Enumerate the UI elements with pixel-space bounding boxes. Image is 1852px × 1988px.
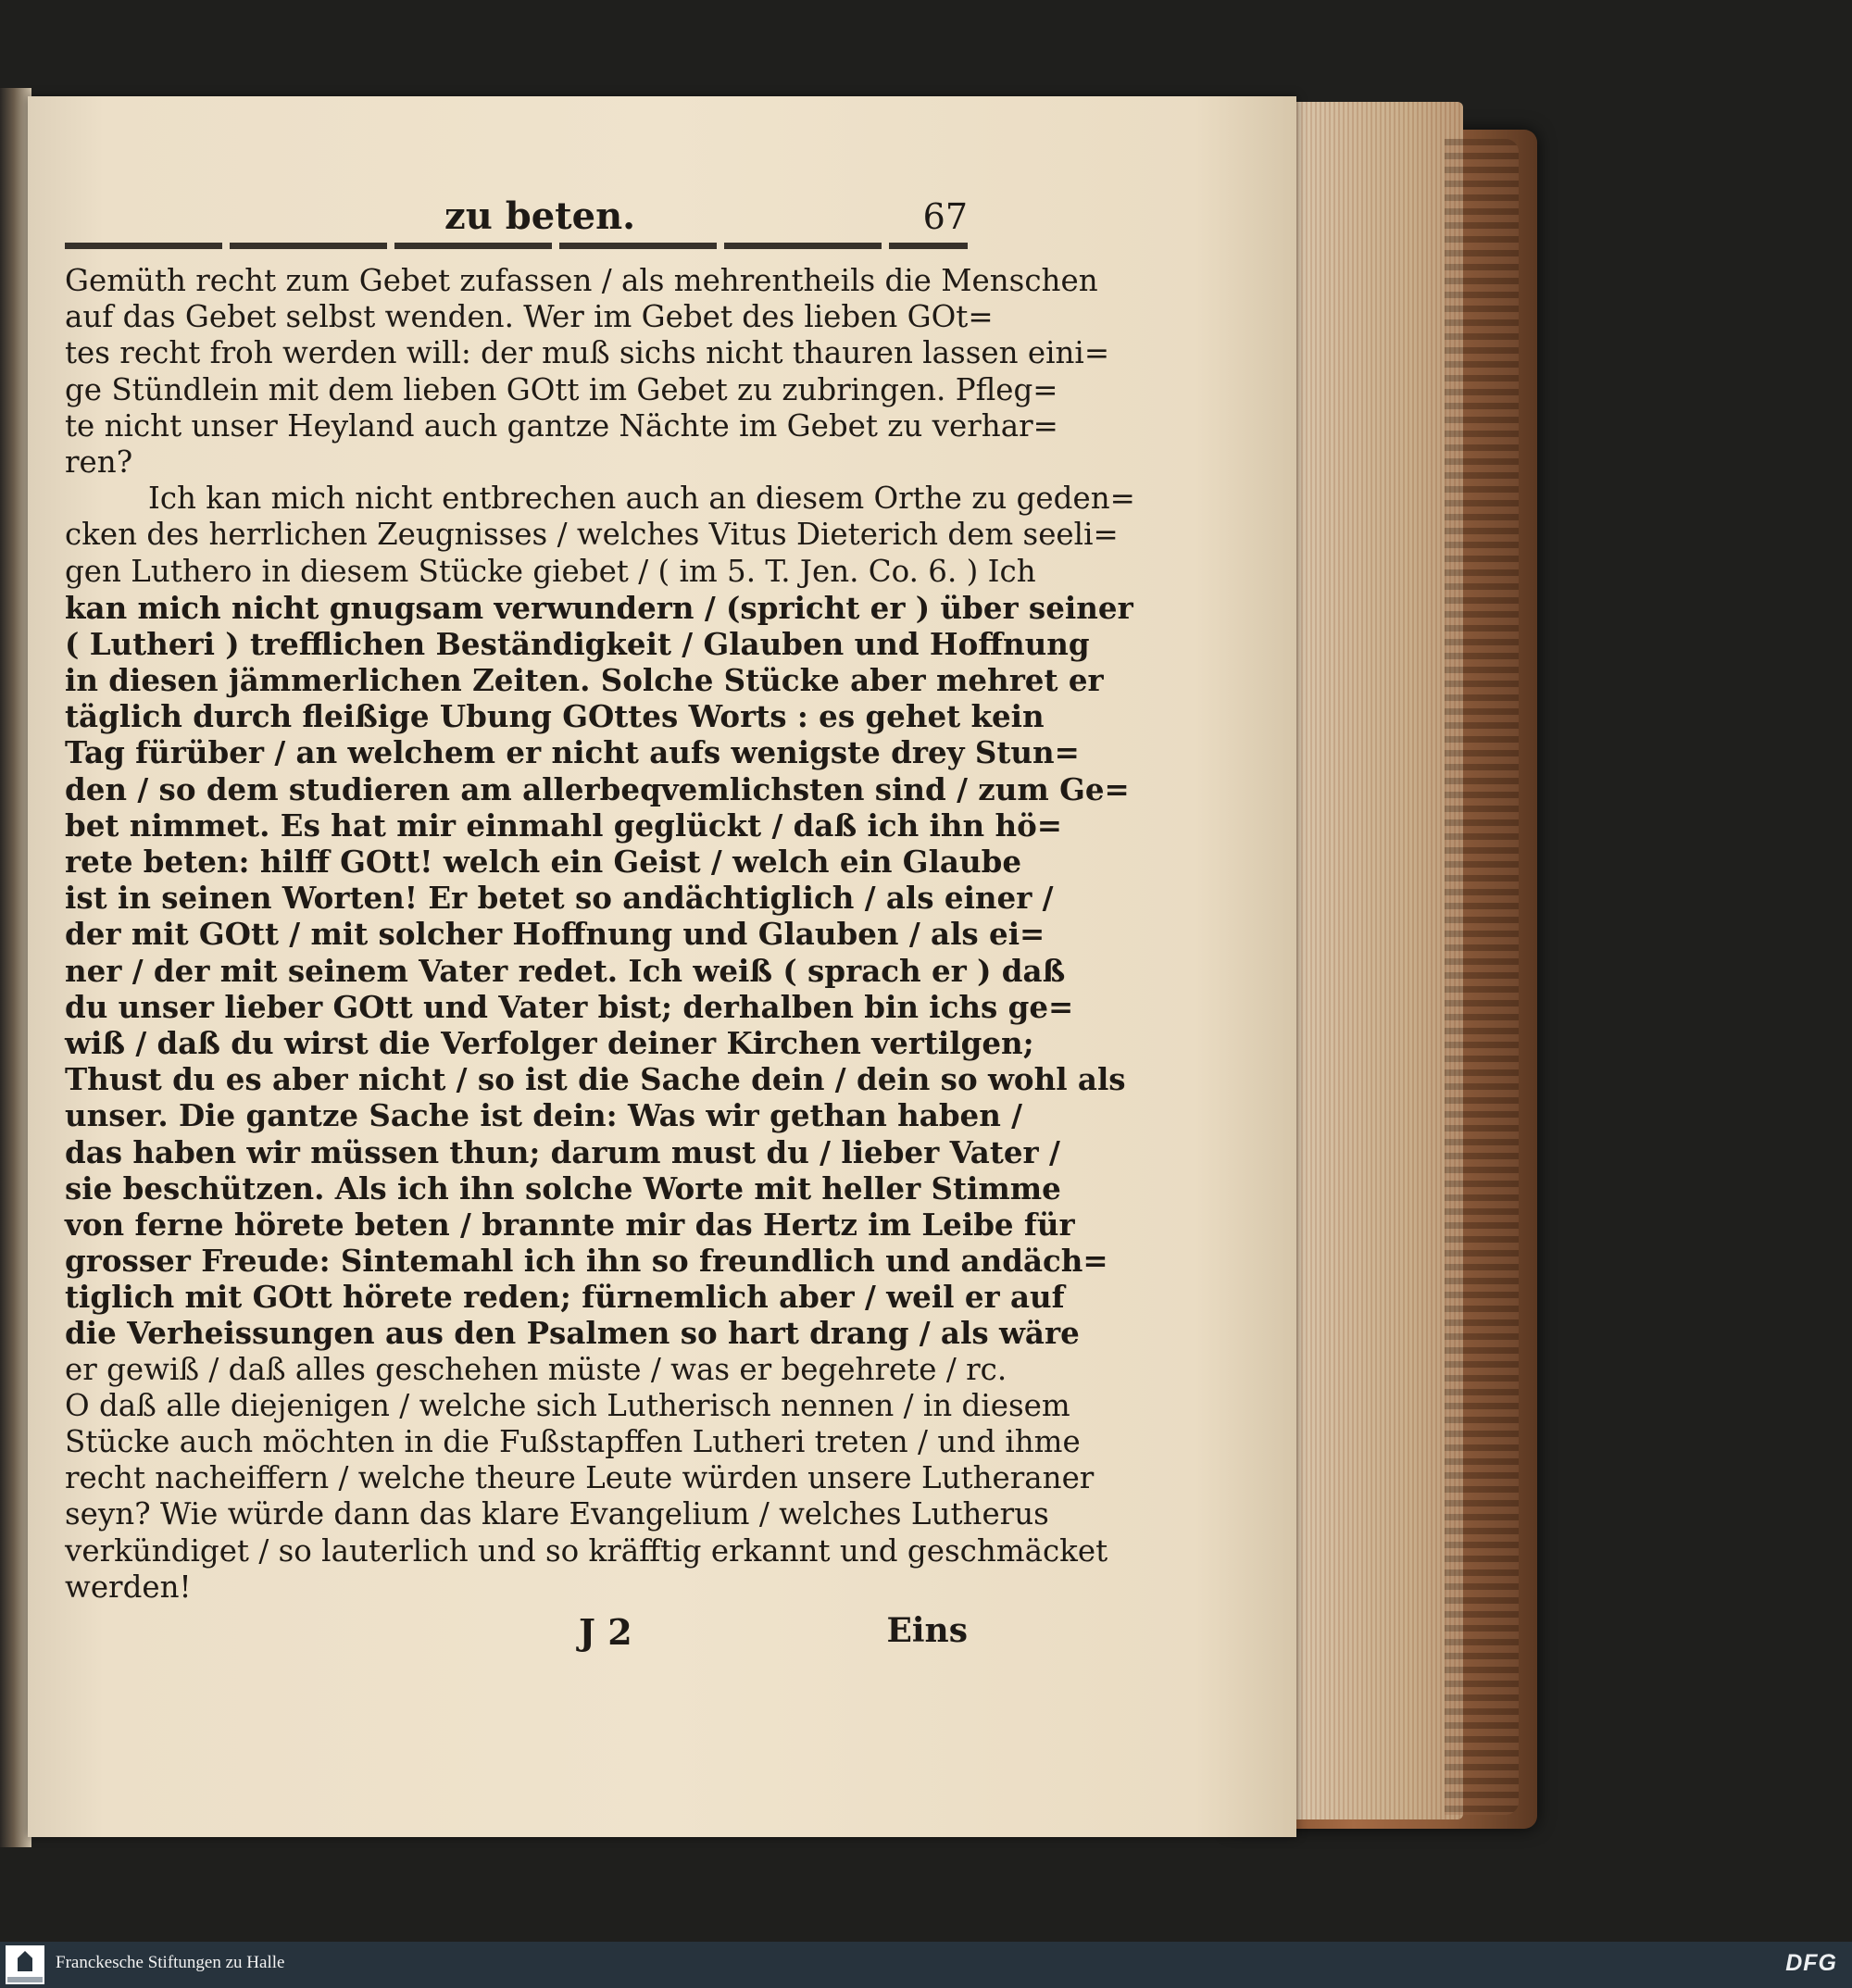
text-line: te nicht unser Heyland auch gantze Nächte im Gebet zu verhar= xyxy=(65,407,1058,444)
text-line: kan mich nicht gnugsam verwundern / (spricht er ) über seiner xyxy=(65,589,1133,626)
text-line: grosser Freude: Sintemahl ich ihn so freundlich und andäch= xyxy=(65,1243,1108,1280)
text-line: ner / der mit seinem Vater redet. Ich weiß ( sprach er ) daß xyxy=(65,952,1066,989)
catchword: Eins xyxy=(886,1611,968,1650)
text-line: bet nimmet. Es hat mir einmahl geglückt / daß ich ihn hö= xyxy=(65,806,1063,844)
logo-caption-bar xyxy=(7,1977,43,1982)
institution-logo-icon[interactable] xyxy=(6,1945,44,1984)
text-line: den / so dem studieren am allerbeqvemlichsten sind / zum Ge= xyxy=(65,770,1130,807)
text-line: wiß / daß du wirst die Verfolger deiner Kirchen vertilgen; xyxy=(65,1024,1034,1061)
text-line: er gewiß / daß alles geschehen müste / was er begehrete / rc. xyxy=(65,1351,1007,1387)
bottom-bar xyxy=(0,1942,1852,1988)
text-line: unser. Die gantze Sache ist dein: Was wir gethan haben / xyxy=(65,1097,1023,1134)
previous-page-edge xyxy=(0,88,31,1847)
text-line: ge Stündlein mit dem lieben GOtt im Gebet zu zubringen. Pfleg= xyxy=(65,371,1058,407)
text-line: ( Lutheri ) trefflichen Beständigkeit / Glauben und Hoffnung xyxy=(65,625,1090,662)
head-rule xyxy=(65,243,968,249)
text-line: in diesen jämmerlichen Zeiten. Solche Stücke aber mehret er xyxy=(65,662,1104,699)
text-line: sie beschützen. Als ich ihn solche Worte mit heller Stimme xyxy=(65,1169,1061,1207)
text-line: Tag fürüber / an welchem er nicht aufs wenigste drey Stun= xyxy=(65,734,1080,771)
text-line: werden! xyxy=(65,1569,192,1605)
institution-name[interactable]: Franckesche Stiftungen zu Halle xyxy=(56,1953,285,1972)
text-line: auf das Gebet selbst wenden. Wer im Gebet des lieben GOt= xyxy=(65,299,994,335)
text-line: Ich kan mich nicht entbrechen auch an diesem Orthe zu geden= xyxy=(148,481,1135,517)
text-line: ist in seinen Worten! Er betet so andächtiglich / als einer / xyxy=(65,880,1054,917)
signature-mark: J 2 xyxy=(579,1611,632,1653)
text-line: gen Luthero in diesem Stücke giebet / ( im 5. T. Jen. Co. 6. ) Ich xyxy=(65,553,1036,589)
text-line: von ferne hörete beten / brannte mir das Hertz im Leibe für xyxy=(65,1206,1075,1243)
text-line: tes recht froh werden will: der muß sichs nicht thauren lassen eini= xyxy=(65,335,1110,371)
text-line: tiglich mit GOtt hörete reden; fürnemlich aber / weil er auf xyxy=(65,1279,1065,1316)
text-line: du unser lieber GOtt und Vater bist; derhalben bin ichs ge= xyxy=(65,988,1074,1025)
page-number: 67 xyxy=(922,196,968,237)
text-line: verkündiget / so lauterlich und so kräfftig erkannt und geschmäcket xyxy=(65,1532,1108,1569)
running-head-title: zu beten. xyxy=(444,194,636,238)
text-line: seyn? Wie würde dann das klare Evangelium / welches Lutherus xyxy=(65,1496,1049,1532)
body-text xyxy=(65,263,1135,1606)
text-line: rete beten: hilff GOtt! welch ein Geist / welch ein Glaube xyxy=(65,844,1022,880)
text-line: das haben wir müssen thun; darum must du / lieber Vater / xyxy=(65,1133,1060,1170)
text-line: Gemüth recht zum Gebet zufassen / als mehrentheils die Menschen xyxy=(65,263,1098,298)
text-line: Stücke auch möchten in die Fußstapffen Lutheri treten / und ihme xyxy=(65,1424,1081,1459)
text-line: täglich durch fleißige Ubung GOttes Worts : es gehet kein xyxy=(65,698,1045,735)
dfg-logo[interactable]: DFG xyxy=(1785,1950,1837,1976)
text-line: die Verheissungen aus den Psalmen so hart drang / als wäre xyxy=(65,1315,1080,1352)
text-line: Thust du es aber nicht / so ist die Sache dein / dein so wohl als xyxy=(65,1061,1126,1098)
running-head xyxy=(65,194,968,250)
text-line: cken des herrlichen Zeugnisses / welches Vitus Dieterich dem seeli= xyxy=(65,517,1119,553)
page-fore-edge xyxy=(1278,102,1463,1819)
page-footer xyxy=(65,1611,968,1657)
text-line: der mit GOtt / mit solcher Hoffnung und Glauben / als ei= xyxy=(65,916,1045,953)
text-line: ren? xyxy=(65,444,133,480)
cover-texture xyxy=(1445,139,1519,1815)
text-line: O daß alle diejenigen / welche sich Lutherisch nennen / in diesem xyxy=(65,1387,1070,1423)
text-line: recht nacheiffern / welche theure Leute würden unsere Lutheraner xyxy=(65,1460,1095,1496)
building-icon xyxy=(18,1951,32,1971)
